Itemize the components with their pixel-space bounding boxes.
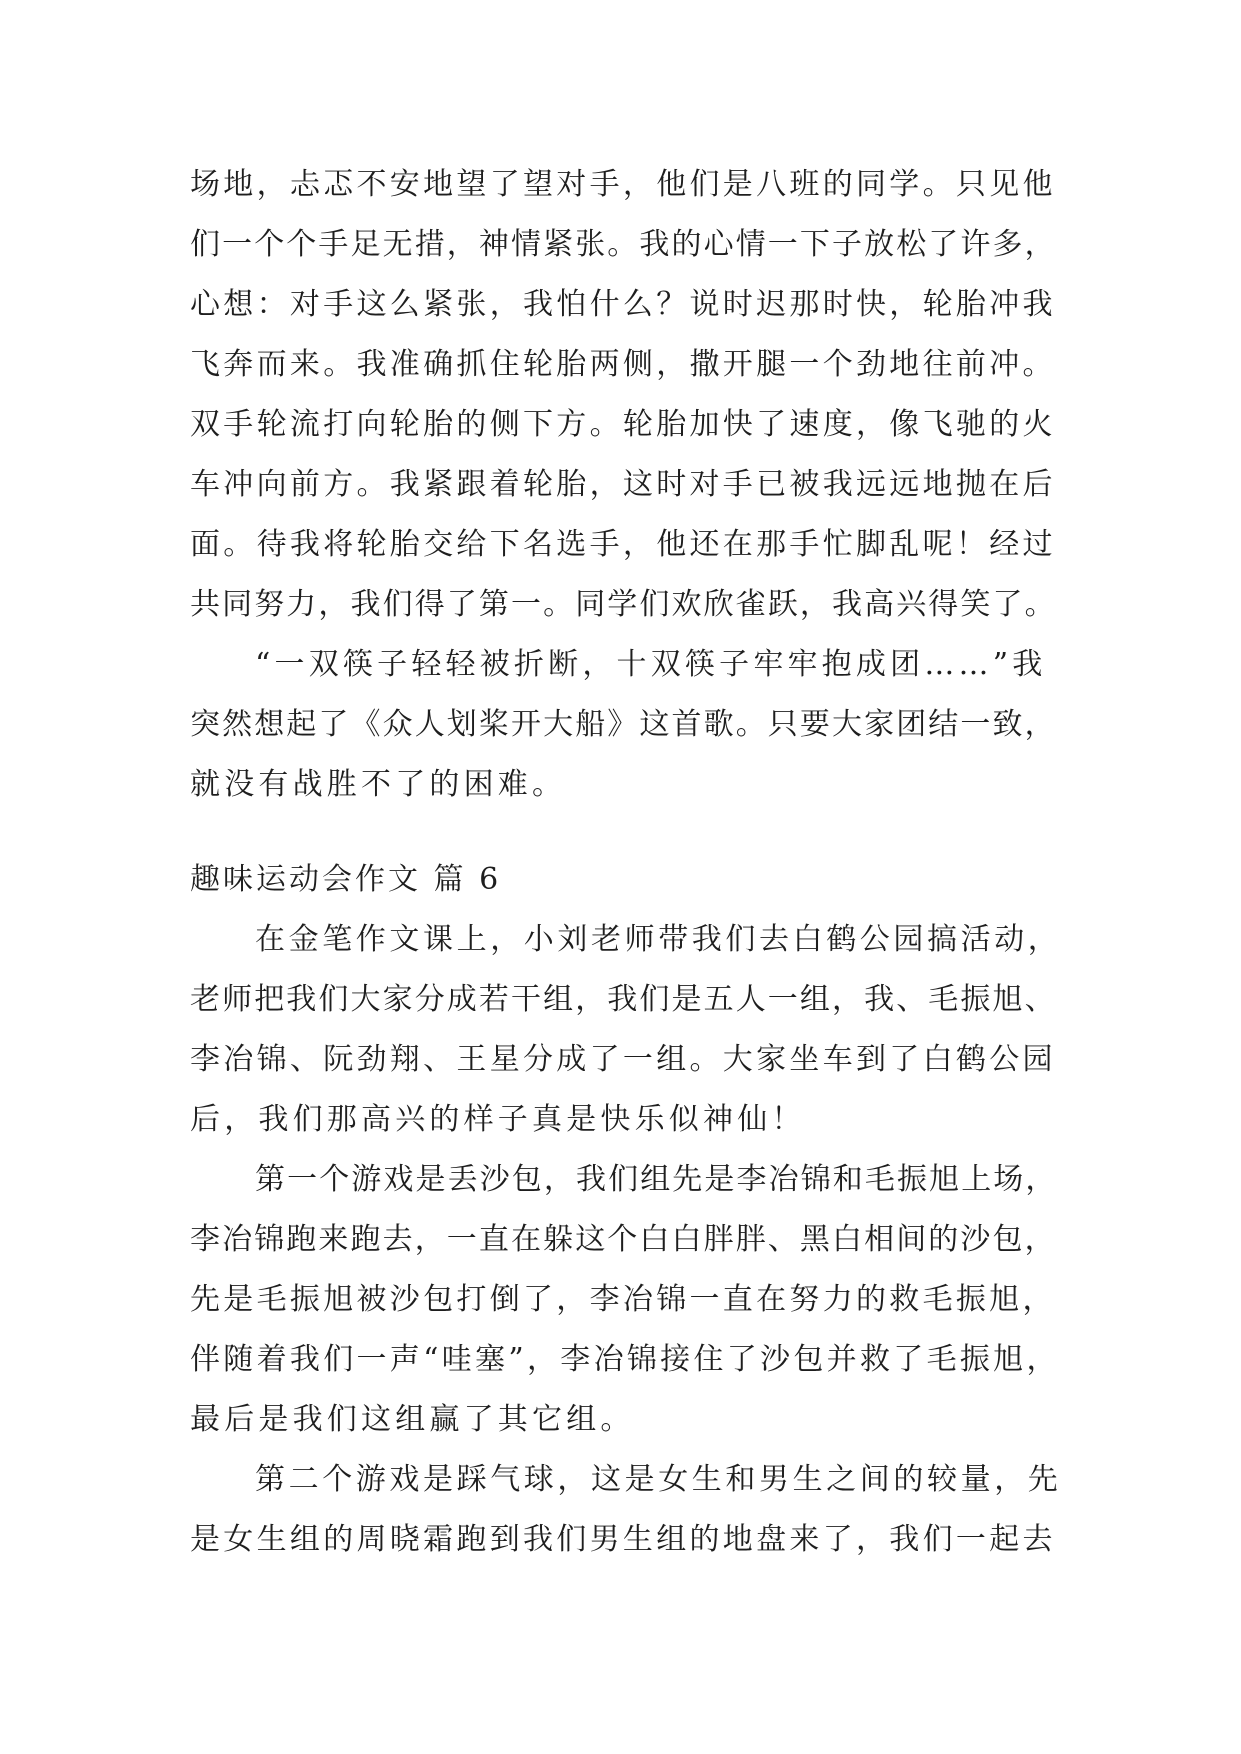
text-line: 伴随着我们一声“哇塞”，李冶锦接住了沙包并救了毛振旭， — [190, 1342, 1060, 1377]
text-line: 就没有战胜不了的困难。 — [190, 767, 567, 802]
text-line: 最后是我们这组赢了其它组。 — [190, 1402, 635, 1437]
text-line: 们一个个手足无措，神情紧张。我的心情一下子放松了许多， — [190, 227, 1057, 262]
text-line: 双手轮流打向轮胎的侧下方。轮胎加快了速度，像飞驰的火 — [190, 407, 1056, 442]
essay-continuation — [190, 155, 1060, 815]
paragraph-start-line: “一双筷子轻轻被折断，十双筷子牢牢抱成团……”我 — [255, 647, 1047, 682]
text-line: 李冶锦、阮劲翔、王星分成了一组。大家坐车到了白鹤公园 — [190, 1042, 1056, 1077]
text-line: 突然想起了《众人划桨开大船》这首歌。只要大家团结一致， — [190, 707, 1057, 742]
text-line: 先是毛振旭被沙包打倒了，李冶锦一直在努力的救毛振旭， — [190, 1282, 1056, 1317]
paragraph-start-line: 第二个游戏是踩气球，这是女生和男生之间的较量，先 — [255, 1462, 1062, 1497]
text-line: 面。待我将轮胎交给下名选手，他还在那手忙脚乱呢！经过 — [190, 527, 1056, 562]
text-line: 是女生组的周晓霜跑到我们男生组的地盘来了，我们一起去 — [190, 1522, 1056, 1557]
text-line: 李冶锦跑来跑去，一直在躲这个白白胖胖、黑白相间的沙包， — [190, 1222, 1057, 1257]
text-line: 车冲向前方。我紧跟着轮胎，这时对手已被我远远地抛在后 — [190, 467, 1056, 502]
paragraph-start-line: 在金笔作文课上，小刘老师带我们去白鹤公园搞活动， — [255, 922, 1062, 957]
paragraph-start-line: 第一个游戏是丢沙包，我们组先是李冶锦和毛振旭上场， — [255, 1162, 1058, 1197]
text-line: 场地，忐忑不安地望了望对手，他们是八班的同学。只见他 — [190, 167, 1056, 202]
text-line: 老师把我们大家分成若干组，我们是五人一组，我、毛振旭、 — [190, 982, 1057, 1017]
text-line: 共同努力，我们得了第一。同学们欢欣雀跃，我高兴得笑了。 — [190, 587, 1057, 622]
text-line: 飞奔而来。我准确抓住轮胎两侧，撒开腿一个劲地往前冲。 — [190, 347, 1056, 382]
essay-section-6 — [190, 850, 1060, 1570]
text-line: 后，我们那高兴的样子真是快乐似神仙！ — [190, 1102, 806, 1137]
section-heading: 趣味运动会作文 篇 6 — [190, 862, 502, 897]
text-line: 心想：对手这么紧张，我怕什么？说时迟那时快，轮胎冲我 — [190, 287, 1056, 322]
